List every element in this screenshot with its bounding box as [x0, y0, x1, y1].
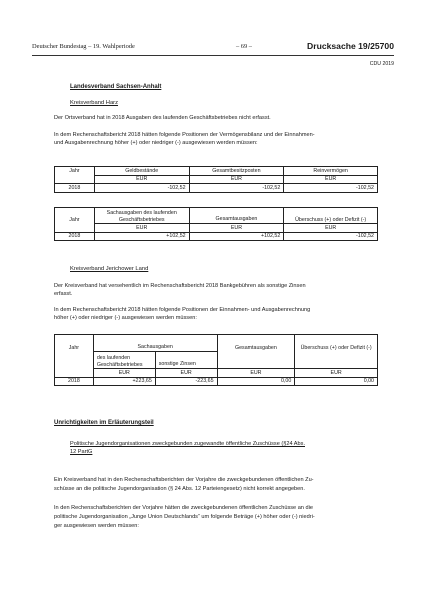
subsection-title-jerichower-land: Kreisverband Jerichower Land [70, 266, 149, 272]
table-empty-cell [217, 352, 295, 369]
table-cell: 2018 [55, 377, 94, 386]
table-header-cell: Gesamtbesitzposten [189, 167, 284, 176]
table-unit-cell [55, 175, 95, 184]
subsection-title-harz: Kreisverband Harz [70, 100, 119, 106]
table-empty-cell [55, 352, 94, 369]
publication-name: Deutscher Bundestag – 19. Wahlperiode [32, 43, 135, 50]
paragraph: In dem Rechenschaftsbericht 2018 hätten folgende Positionen der Einnahmen- und Ausgabenrechnung [54, 307, 311, 313]
paragraph: und Ausgabenrechnung höher (+) oder niedriger (-) ausgewiesen werden müssen: [54, 140, 258, 146]
table-subheader-row [55, 352, 378, 369]
table-cell: -102,52 [189, 184, 284, 193]
paragraph: Ein Kreisverband hat in den Rechenschaftsberichten der Vorjahre die zweckgebundenen öffentlichen Zu- [54, 477, 314, 483]
paragraph: höher (+) oder niedriger (-) ausgewiesen werden müssen: [54, 315, 197, 321]
table-header-row [55, 335, 378, 352]
paragraph: In den Rechenschaftsberichten der Vorjahre hätten die zweckgebundenen öffentlichen Zuschüsse an die [54, 505, 313, 511]
table-unit-cell: EUR [155, 369, 217, 378]
table-cell: +102,52 [189, 232, 284, 241]
table-header-cell: Überschuss (+) oder Defizit (-) [284, 208, 378, 224]
paragraph: ger ausgewiesen werden müssen: [54, 523, 139, 529]
table-unit-cell: EUR [93, 369, 155, 378]
document-number: Drucksache 19/25700 [307, 41, 394, 51]
table-unit-cell: EUR [217, 369, 295, 378]
table-header-cell: Jahr [55, 208, 95, 224]
table-header-cell: Jahr [55, 335, 94, 352]
table-header-cell: Sachausgaben [93, 335, 217, 352]
table-row [55, 232, 378, 241]
table-unit-cell: EUR [284, 175, 378, 184]
table-cell: 2018 [55, 184, 95, 193]
table-header-cell: Geldbestände [94, 167, 189, 176]
table-unit-cell: EUR [189, 175, 284, 184]
subsection-title-youth: 12 PartG [70, 449, 93, 455]
table-harz-income [54, 207, 378, 241]
table-header-cell: Sachausgaben des laufenden Geschäftsbetriebes [94, 208, 189, 224]
table-header-cell: Gesamtausgaben [217, 335, 295, 352]
table-cell: -102,52 [94, 184, 189, 193]
table-header-cell: Jahr [55, 167, 95, 176]
paragraph: erfasst. [54, 291, 73, 297]
table-empty-cell [295, 352, 378, 369]
paragraph: politische Jugendorganisation „Junge Union Deutschlands“ um folgende Beträge (+) höher oder (-) niedri- [54, 514, 315, 520]
table-subheader-cell: des laufenden Geschäftsbetriebes [93, 352, 155, 369]
table-cell: 0,00 [295, 377, 378, 386]
table-unit-cell: EUR [94, 224, 189, 233]
table-unit-cell: EUR [284, 224, 378, 233]
page-header [32, 41, 394, 56]
paragraph: Der Kreisverband hat versehentlich im Rechenschaftsbericht 2018 Bankgebühren als sonstige Zinsen [54, 283, 306, 289]
table-row [55, 377, 378, 386]
table-cell: -102,52 [284, 232, 378, 241]
table-unit-row [55, 369, 378, 378]
table-unit-cell: EUR [295, 369, 378, 378]
paragraph: In dem Rechenschaftsbericht 2018 hätten folgende Positionen der Vermögensbilanz und der Einnahmen- [54, 132, 315, 138]
table-cell: -223,65 [155, 377, 217, 386]
subsection-title-youth: Politische Jugendorganisationen zweckgebunden zugewandte öffentliche Zuschüsse (§24 Abs. [70, 441, 305, 447]
table-cell: +223,65 [93, 377, 155, 386]
table-cell: 0,00 [217, 377, 295, 386]
table-empty-cell [55, 369, 94, 378]
party-label: CDU 2019 [369, 61, 394, 67]
section-title-sachsen-anhalt: Landesverband Sachsen-Anhalt [70, 84, 162, 90]
table-subheader-cell: sonstige Zinsen [155, 352, 217, 369]
table-row [55, 184, 378, 193]
table-unit-cell: EUR [189, 224, 284, 233]
table-cell: +102,52 [94, 232, 189, 241]
table-header-row [55, 208, 378, 224]
table-header-cell: Gesamtausgaben [189, 208, 284, 224]
table-unit-cell: EUR [94, 175, 189, 184]
section-title-errors: Unrichtigkeiten im Erläuterungsteil [54, 420, 154, 426]
paragraph: Der Ortsverband hat in 2018 Ausgaben des laufenden Geschäftsbetriebes nicht erfasst. [54, 115, 271, 121]
table-header-cell: Überschuss (+) oder Defizit (-) [295, 335, 378, 352]
paragraph: schüsse an die politische Jugendorganisation (§ 24 Abs. 12 Parteiengesetz) nicht korrekt angegeben. [54, 486, 305, 492]
table-header-cell: Reinvermögen [284, 167, 378, 176]
table-cell: 2018 [55, 232, 95, 241]
table-jerichower-land [54, 334, 378, 386]
page-number: – 69 – [236, 43, 252, 50]
table-cell: -102,52 [284, 184, 378, 193]
table-unit-row [55, 175, 378, 184]
table-unit-row [55, 224, 378, 233]
table-harz-balance [54, 166, 378, 193]
table-header-row [55, 167, 378, 176]
table-unit-cell [55, 224, 95, 233]
